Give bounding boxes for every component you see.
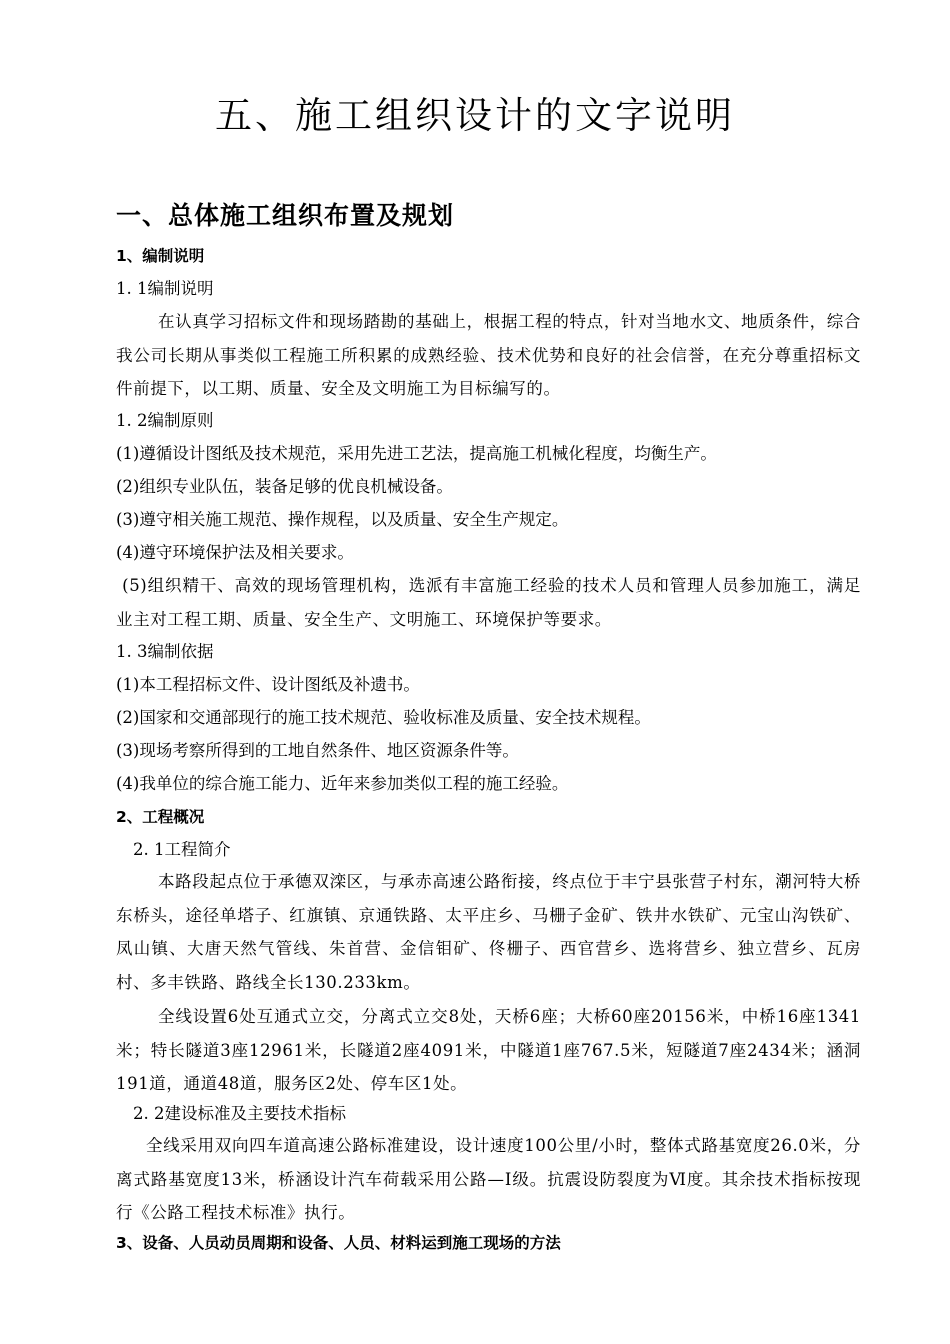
list-item: (4)我单位的综合施工能力、近年来参加类似工程的施工经验。 — [116, 774, 569, 793]
subsubsection-heading: 1. 2编制原则 — [116, 411, 214, 430]
list-item: (1)本工程招标文件、设计图纸及补遗书。 — [116, 675, 420, 694]
subsubsection-heading: 2. 2建设标准及主要技术指标 — [133, 1104, 346, 1123]
paragraph: 全线采用双向四车道高速公路标准建设，设计速度100公里/小时，整体式路基宽度26.0米，分离式路基宽度13米，桥涵设计汽车荷载采用公路—Ⅰ级。抗震设防裂度为Ⅵ度。其余技术指标按现行《公路工程技术标准》执行。 — [116, 1136, 861, 1222]
list-item: (2)组织专业队伍，装备足够的优良机械设备。 — [116, 477, 453, 496]
list-item: (1)遵循设计图纸及技术规范，采用先进工艺法，提高施工机械化程度，均衡生产。 — [116, 444, 717, 463]
paragraph: 在认真学习招标文件和现场踏勘的基础上，根据工程的特点，针对当地水文、地质条件，综合我公司长期从事类似工程施工所积累的成熟经验、技术优势和良好的社会信誉，在充分尊重招标文件前提下，以工期、质量、安全及文明施工为目标编写的。 — [116, 312, 861, 398]
subsubsection-heading: 2. 1工程简介 — [133, 840, 231, 859]
list-item: (4)遵守环境保护法及相关要求。 — [116, 543, 354, 562]
subsection-heading: 3、设备、人员动员周期和设备、人员、材料运到施工现场的方法 — [116, 1234, 561, 1252]
list-item: (3)遵守相关施工规范、操作规程，以及质量、安全生产规定。 — [116, 510, 569, 529]
list-item: (3)现场考察所得到的工地自然条件、地区资源条件等。 — [116, 741, 519, 760]
list-item: (5)组织精干、高效的现场管理机构，选派有丰富施工经验的技术人员和管理人员参加施工，满足业主对工程工期、质量、安全生产、文明施工、环境保护等要求。 — [116, 576, 861, 629]
paragraph: 全线设置6处互通式立交，分离式立交8处，天桥6座；大桥60座20156米，中桥16座1341米；特长隧道3座12961米，长隧道2座4091米，中隧道1座767.5米，短隧道7座2434米；涵洞191道，通道48道，服务区2处、停车区1处。 — [116, 1007, 861, 1093]
subsubsection-heading: 1. 3编制依据 — [116, 642, 214, 661]
subsubsection-heading: 1. 1编制说明 — [116, 279, 214, 298]
subsection-heading: 1、编制说明 — [116, 247, 205, 265]
paragraph: 本路段起点位于承德双滦区，与承赤高速公路衔接，终点位于丰宁县张营子村东，潮河特大桥东桥头，途径单塔子、红旗镇、京通铁路、太平庄乡、马栅子金矿、铁井水铁矿、元宝山沟铁矿、凤山镇、大唐天然气管线、朱首营、金信钼矿、佟栅子、西官营乡、选将营乡、独立营乡、瓦房村、多丰铁路、路线全长130.233km。 — [116, 872, 861, 992]
list-item: (2)国家和交通部现行的施工技术规范、验收标准及质量、安全技术规程。 — [116, 708, 651, 727]
section-heading: 一、总体施工组织布置及规划 — [116, 201, 455, 230]
subsection-heading: 2、工程概况 — [116, 808, 205, 826]
page-title: 五、施工组织设计的文字说明 — [215, 94, 735, 137]
